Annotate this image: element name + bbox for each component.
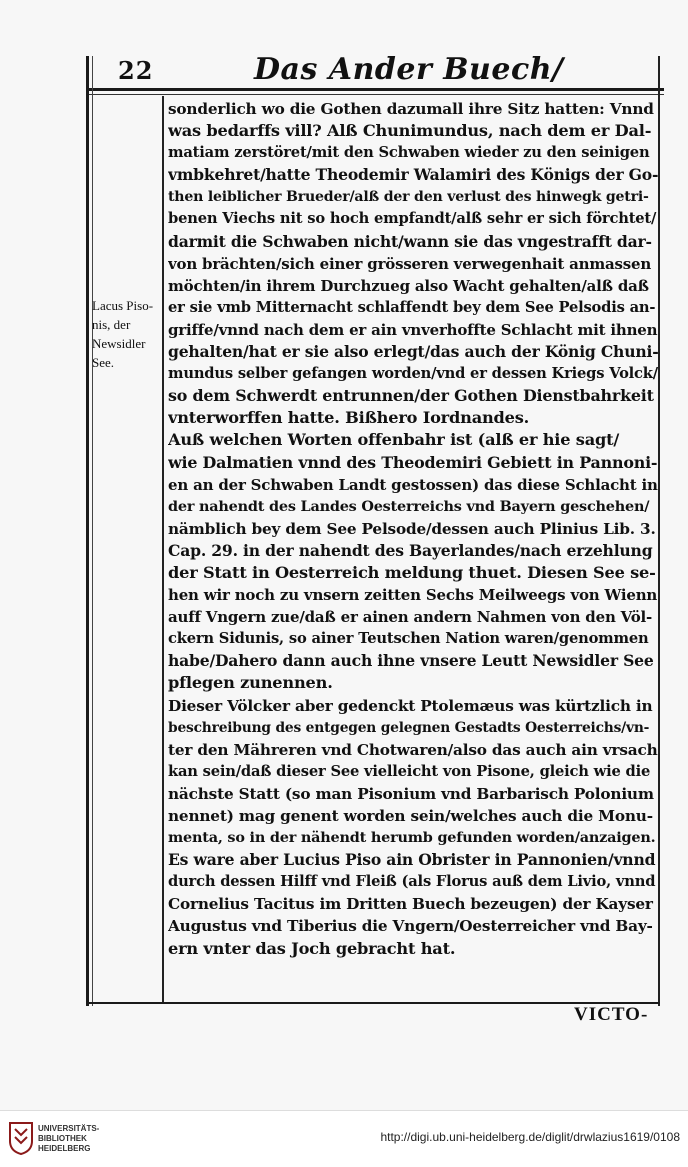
text-line: sonderlich wo die Gothen dazumall ihre Sitz hatten: Vnnd bbox=[168, 100, 654, 118]
running-head: Das Ander Buech/ bbox=[254, 52, 564, 87]
text-line: Es ware aber Lucius Piso ain Obrister in Pannonien/vnnd bbox=[168, 850, 656, 870]
institution-line: BIBLIOTHEK bbox=[38, 1134, 87, 1143]
library-footer bbox=[0, 1110, 688, 1167]
text-line: matiam zerstöret/mit den Schwaben wieder zu den seinigen bbox=[168, 144, 650, 162]
frame-rule-right bbox=[658, 56, 660, 1006]
text-line: nennet) mag genent worden sein/welches auch die Monu- bbox=[168, 807, 653, 825]
text-line: von brächten/sich einer grösseren verwegenhait anmassen bbox=[168, 254, 652, 273]
text-line: darmit die Schwaben nicht/wann sie das vngestrafft dar- bbox=[168, 231, 652, 251]
text-line: pflegen zunennen. bbox=[168, 673, 333, 693]
text-line: ern vnter das Joch gebracht hat. bbox=[168, 938, 456, 958]
text-line: hen wir noch zu vnsern zeitten Sechs Meilweegs von Wienn bbox=[168, 586, 658, 605]
catchword: VICTO- bbox=[574, 1004, 649, 1025]
marginal-note-line: See. bbox=[92, 355, 115, 370]
text-line: durch dessen Hilff vnd Fleiß (als Florus auß dem Livio, vnnd bbox=[168, 873, 656, 891]
text-line: Dieser Völcker aber gedenckt Ptolemæus was kürtzlich in bbox=[168, 696, 653, 715]
text-line: möchten/in ihrem Durchzueg also Wacht gehalten/alß daß bbox=[168, 276, 649, 295]
institution-line: HEIDELBERG bbox=[38, 1144, 91, 1153]
text-line: beschreibung des entgegen gelegnen Gestadts Oesterreichs/vn- bbox=[168, 719, 650, 736]
text-line: griffe/vnnd nach dem er ain vnverhoffte Schlacht mit ihnen bbox=[168, 320, 658, 339]
text-line: so dem Schwerdt entrunnen/der Gothen Dienstbahrkeit bbox=[168, 386, 654, 406]
permalink[interactable]: http://digi.ub.uni-heidelberg.de/diglit/drwlazius1619/0108 bbox=[380, 1130, 680, 1144]
text-line: was bedarffs vill? Alß Chunimundus, nach dem er Dal- bbox=[168, 121, 652, 141]
text-line: gehalten/hat er sie also erlegt/das auch der König Chuni- bbox=[168, 342, 658, 362]
text-line: vnterworffen hatte. Bißhero Iordnandes. bbox=[168, 408, 530, 428]
text-line: Cornelius Tacitus im Dritten Buech bezeugen) der Kayser bbox=[168, 895, 653, 914]
main-text-block bbox=[168, 98, 658, 960]
text-line: Augustus vnd Tiberius die Vngern/Oesterreicher vnd Bay- bbox=[168, 917, 653, 936]
frame-rule-left-inner bbox=[92, 56, 93, 1006]
text-line: kan sein/daß dieser See vielleicht von Pisone, gleich wie die bbox=[168, 762, 651, 780]
frame-rule-left bbox=[86, 56, 89, 1006]
frame-rule-top bbox=[86, 88, 664, 91]
text-line: ter den Mähreren vnd Chotwaren/also das auch ain vrsach bbox=[168, 740, 658, 759]
institution-line: UNIVERSITÄTS- bbox=[38, 1124, 100, 1133]
page-number: 22 bbox=[118, 56, 154, 85]
text-line: en an der Schwaben Landt gestossen) das diese Schlacht in bbox=[168, 475, 658, 494]
text-line: menta, so in der nähendt herumb gefunden worden/anzaigen. bbox=[168, 829, 656, 847]
institution-name bbox=[38, 1124, 99, 1154]
text-line: then leiblicher Brueder/alß der den verlust des hinwegk getri- bbox=[168, 189, 649, 206]
text-line: der nahendt des Landes Oesterreichs vnd Bayern geschehen/ bbox=[168, 497, 650, 515]
text-line: mundus selber gefangen worden/vnd er dessen Kriegs Volck/ bbox=[168, 365, 658, 383]
text-line: ckern Sidunis, so ainer Teutschen Nation waren/genommen bbox=[168, 630, 649, 648]
marginal-note bbox=[92, 296, 160, 372]
margin-column-rule bbox=[162, 96, 164, 1002]
text-line: nämblich bey dem See Pelsode/dessen auch Plinius Lib. 3. bbox=[168, 519, 656, 538]
text-line: nächste Statt (so man Pisonium vnd Barbarisch Polonium bbox=[168, 784, 654, 803]
university-seal-icon bbox=[8, 1121, 34, 1155]
marginal-note-line: Lacus Piso- bbox=[92, 298, 154, 313]
text-line: benen Viechs nit so hoch empfandt/alß sehr er sich förchtet/ bbox=[168, 210, 657, 228]
marginal-note-line: nis, der bbox=[92, 317, 131, 332]
marginal-note-line: Newsidler bbox=[92, 336, 146, 351]
text-line: vmbkehret/hatte Theodemir Walamiri des Königs der Go- bbox=[168, 165, 658, 185]
frame-rule-top-inner bbox=[86, 94, 664, 95]
text-line: der Statt in Oesterreich meldung thuet. Diesen See se- bbox=[168, 562, 656, 582]
text-line: er sie vmb Mitternacht schlaffendt bey dem See Pelsodis an- bbox=[168, 298, 656, 316]
text-line: Cap. 29. in der nahendt des Bayerlandes/nach erzehlung bbox=[168, 540, 653, 560]
text-line: Auß welchen Worten offenbahr ist (alß er hie sagt/ bbox=[168, 430, 620, 450]
text-line: wie Dalmatien vnnd des Theodemiri Gebiett in Pannoni- bbox=[168, 452, 658, 472]
text-line: auff Vngern zue/daß er ainen andern Nahmen von den Völ- bbox=[168, 608, 653, 627]
text-line: habe/Dahero dann auch ihne vnsere Leutt Newsidler See bbox=[168, 651, 654, 671]
